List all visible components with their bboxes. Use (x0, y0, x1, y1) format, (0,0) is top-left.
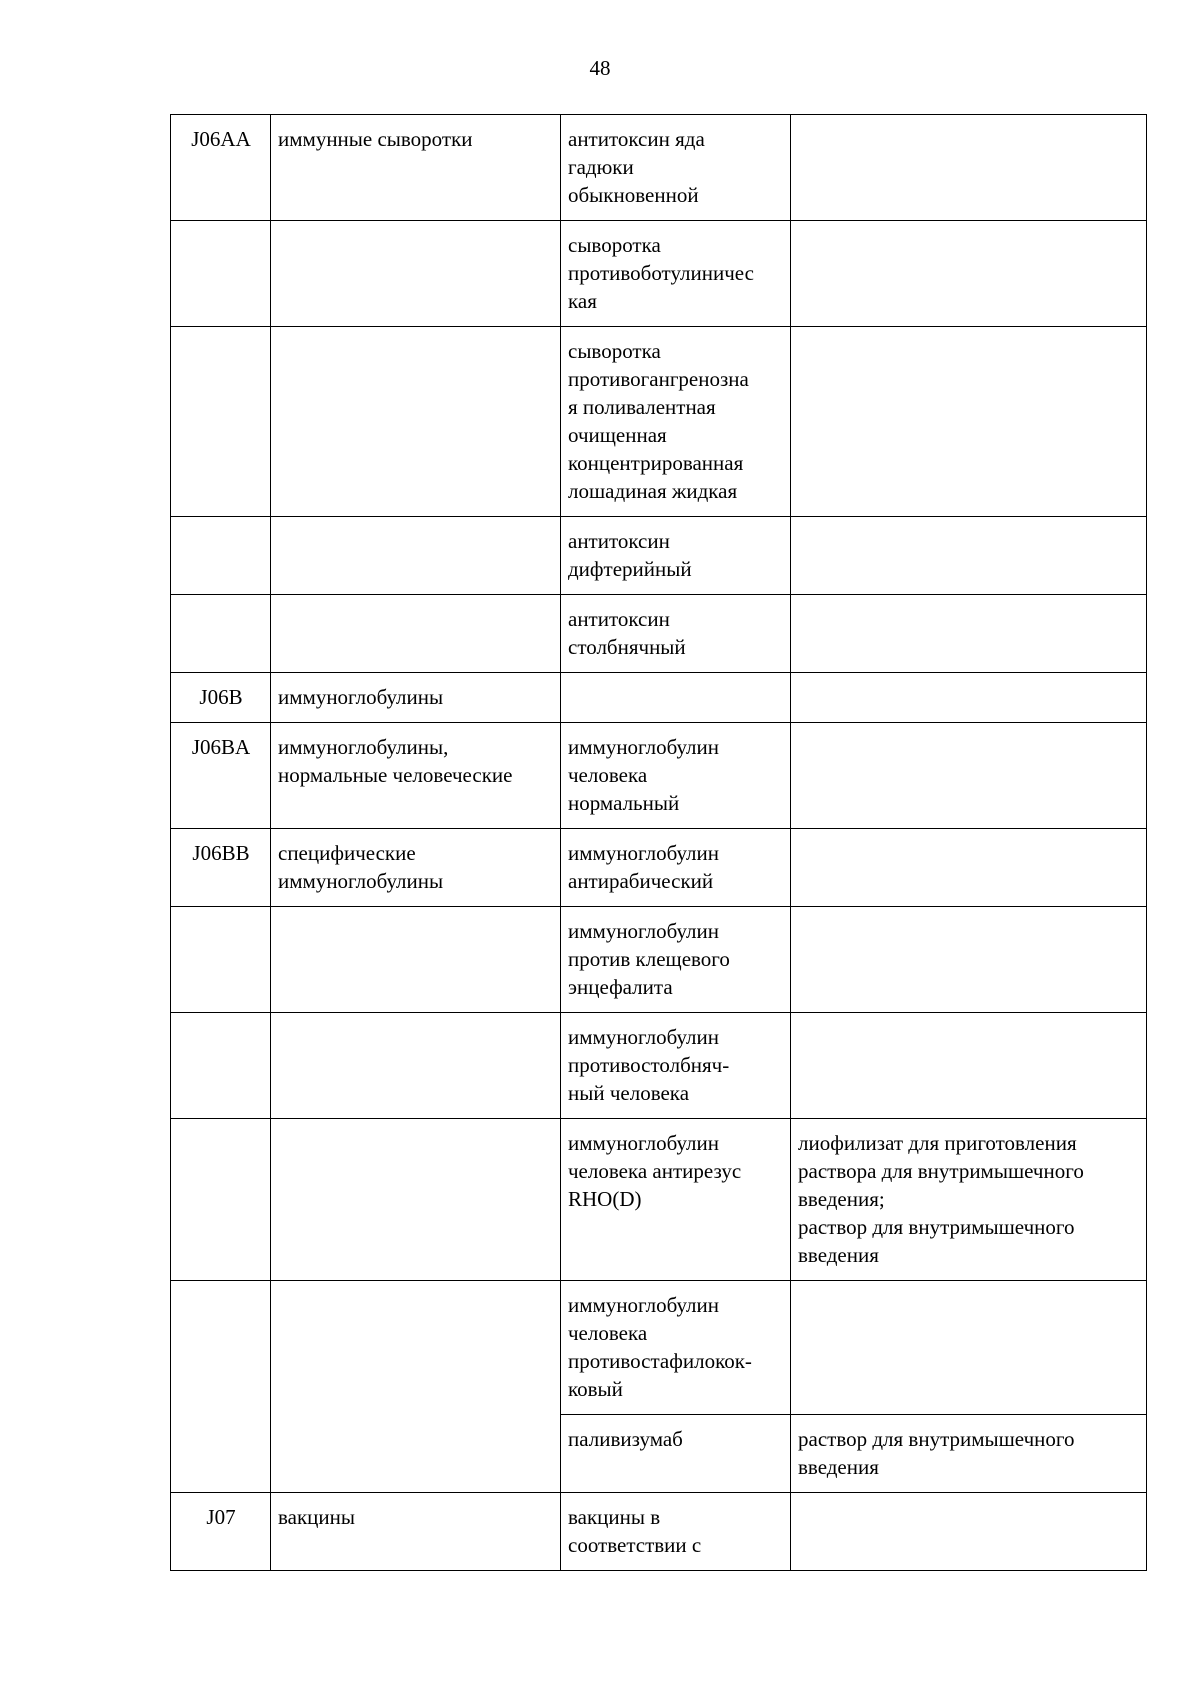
drug-text-line: RHO(D) (568, 1187, 642, 1211)
group-text-line: специфические (278, 841, 416, 865)
drug-name-cell (561, 327, 791, 517)
atc-code-cell (171, 673, 271, 723)
drug-text-line: иммуноглобулин (568, 1293, 719, 1317)
dosage-form-cell (791, 1415, 1147, 1493)
dosage-form-cell (791, 1013, 1147, 1119)
dosage-form-cell (791, 723, 1147, 829)
drug-text-line: ный человека (568, 1081, 690, 1105)
group-name-cell (271, 1493, 561, 1571)
table-row (171, 517, 1147, 595)
dosage-form-cell (791, 907, 1147, 1013)
drug-name-cell (561, 595, 791, 673)
drug-text-line: человека антирезус (568, 1159, 742, 1183)
table-row (171, 673, 1147, 723)
group-name-cell (271, 1281, 561, 1493)
dosage-form-cell (791, 221, 1147, 327)
drug-text-line: сыворотка (568, 339, 661, 363)
drug-text-line: антитоксин (568, 529, 670, 553)
group-text-line: нормальные человеческие (278, 763, 513, 787)
form-text-line: раствор для внутримышечного (798, 1427, 1075, 1451)
group-name-cell (271, 517, 561, 595)
group-name-cell (271, 673, 561, 723)
atc-code: J06BA (191, 735, 251, 759)
table-row (171, 595, 1147, 673)
group-name-cell (271, 1119, 561, 1281)
drug-text-line: иммуноглобулин (568, 1025, 719, 1049)
table-row (171, 829, 1147, 907)
dosage-form-cell (791, 829, 1147, 907)
table-row (171, 115, 1147, 221)
atc-code: J06BB (192, 841, 250, 865)
group-name-cell (271, 327, 561, 517)
table-row (171, 1493, 1147, 1571)
dosage-form-cell (791, 673, 1147, 723)
group-name-cell (271, 115, 561, 221)
drug-text-line: нормальный (568, 791, 680, 815)
table-row (171, 1013, 1147, 1119)
atc-code-cell (171, 1493, 271, 1571)
drug-name-cell (561, 1013, 791, 1119)
drug-text-line: человека (568, 1321, 648, 1345)
drug-text-line: антитоксин яда (568, 127, 705, 151)
drug-text-line: соответствии с (568, 1533, 702, 1557)
table-row (171, 907, 1147, 1013)
atc-code-cell (171, 115, 271, 221)
drug-text-line: очищенная (568, 423, 667, 447)
drug-text-line: концентрированная (568, 451, 744, 475)
table-row (171, 1119, 1147, 1281)
group-name-cell (271, 829, 561, 907)
drug-text-line: вакцины в (568, 1505, 661, 1529)
form-text-line: введения; (798, 1187, 885, 1211)
dosage-form-cell (791, 595, 1147, 673)
atc-code-cell (171, 1281, 271, 1493)
group-name-cell (271, 221, 561, 327)
drug-text-line: против клещевого (568, 947, 730, 971)
atc-code-cell (171, 517, 271, 595)
drug-text-line: обыкновенной (568, 183, 699, 207)
group-text-line: иммуноглобулины (278, 685, 444, 709)
drug-text-line: противостафилокок- (568, 1349, 752, 1373)
dosage-form-cell (791, 327, 1147, 517)
group-name-cell (271, 907, 561, 1013)
atc-code-cell (171, 1119, 271, 1281)
table-row (171, 1281, 1147, 1415)
drug-text-line: противоботулиничес (568, 261, 754, 285)
drug-text-line: иммуноглобулин (568, 1131, 719, 1155)
table-body (171, 115, 1147, 1571)
group-name-cell (271, 1013, 561, 1119)
drug-name-cell (561, 829, 791, 907)
form-text-line: раствор для внутримышечного (798, 1215, 1075, 1239)
drug-name-cell (561, 673, 791, 723)
drug-text-line: я поливалентная (568, 395, 716, 419)
atc-code-cell (171, 723, 271, 829)
drug-name-cell (561, 723, 791, 829)
drug-text-line: иммуноглобулин (568, 735, 719, 759)
table-row (171, 723, 1147, 829)
table-row (171, 327, 1147, 517)
dosage-form-cell (791, 1493, 1147, 1571)
page-number: 48 (589, 56, 611, 80)
atc-code-cell (171, 1013, 271, 1119)
form-text-line: введения (798, 1455, 879, 1479)
drug-text-line: ковый (568, 1377, 623, 1401)
drug-text-line: паливизумаб (568, 1427, 683, 1451)
form-text-line: лиофилизат для приготовления (798, 1131, 1077, 1155)
atc-code: J07 (206, 1505, 236, 1529)
drug-text-line: сыворотка (568, 233, 661, 257)
dosage-form-cell (791, 1119, 1147, 1281)
atc-code-cell (171, 595, 271, 673)
drug-text-line: антирабический (568, 869, 714, 893)
group-name-cell (271, 723, 561, 829)
atc-code-cell (171, 829, 271, 907)
drug-name-cell (561, 221, 791, 327)
drug-name-cell (561, 1415, 791, 1493)
atc-code-cell (171, 907, 271, 1013)
drug-text-line: противостолбняч- (568, 1053, 730, 1077)
drug-text-line: энцефалита (568, 975, 673, 999)
group-text-line: иммуноглобулины (278, 869, 444, 893)
drug-text-line: противогангренозна (568, 367, 749, 391)
drug-name-cell (561, 907, 791, 1013)
atc-code-cell (171, 327, 271, 517)
atc-code: J06B (199, 685, 243, 709)
drug-classification-table (170, 114, 1147, 1571)
table-row (171, 221, 1147, 327)
atc-code: J06AA (191, 127, 251, 151)
group-text-line: иммунные сыворотки (278, 127, 473, 151)
drug-text-line: иммуноглобулин (568, 919, 719, 943)
group-text-line: иммуноглобулины, (278, 735, 449, 759)
dosage-form-cell (791, 115, 1147, 221)
drug-text-line: гадюки (568, 155, 634, 179)
drug-text-line: кая (568, 289, 597, 313)
drug-text-line: человека (568, 763, 648, 787)
form-text-line: раствора для внутримышечного (798, 1159, 1084, 1183)
dosage-form-cell (791, 517, 1147, 595)
drug-text-line: антитоксин (568, 607, 670, 631)
group-text-line: вакцины (278, 1505, 355, 1529)
dosage-form-cell (791, 1281, 1147, 1415)
drug-name-cell (561, 517, 791, 595)
drug-text-line: дифтерийный (568, 557, 692, 581)
atc-code-cell (171, 221, 271, 327)
drug-name-cell (561, 1493, 791, 1571)
form-text-line: введения (798, 1243, 879, 1267)
drug-text-line: лошадиная жидкая (568, 479, 738, 503)
drug-name-cell (561, 1281, 791, 1415)
group-name-cell (271, 595, 561, 673)
drug-name-cell (561, 1119, 791, 1281)
drug-text-line: иммуноглобулин (568, 841, 719, 865)
drug-name-cell (561, 115, 791, 221)
drug-text-line: столбнячный (568, 635, 686, 659)
